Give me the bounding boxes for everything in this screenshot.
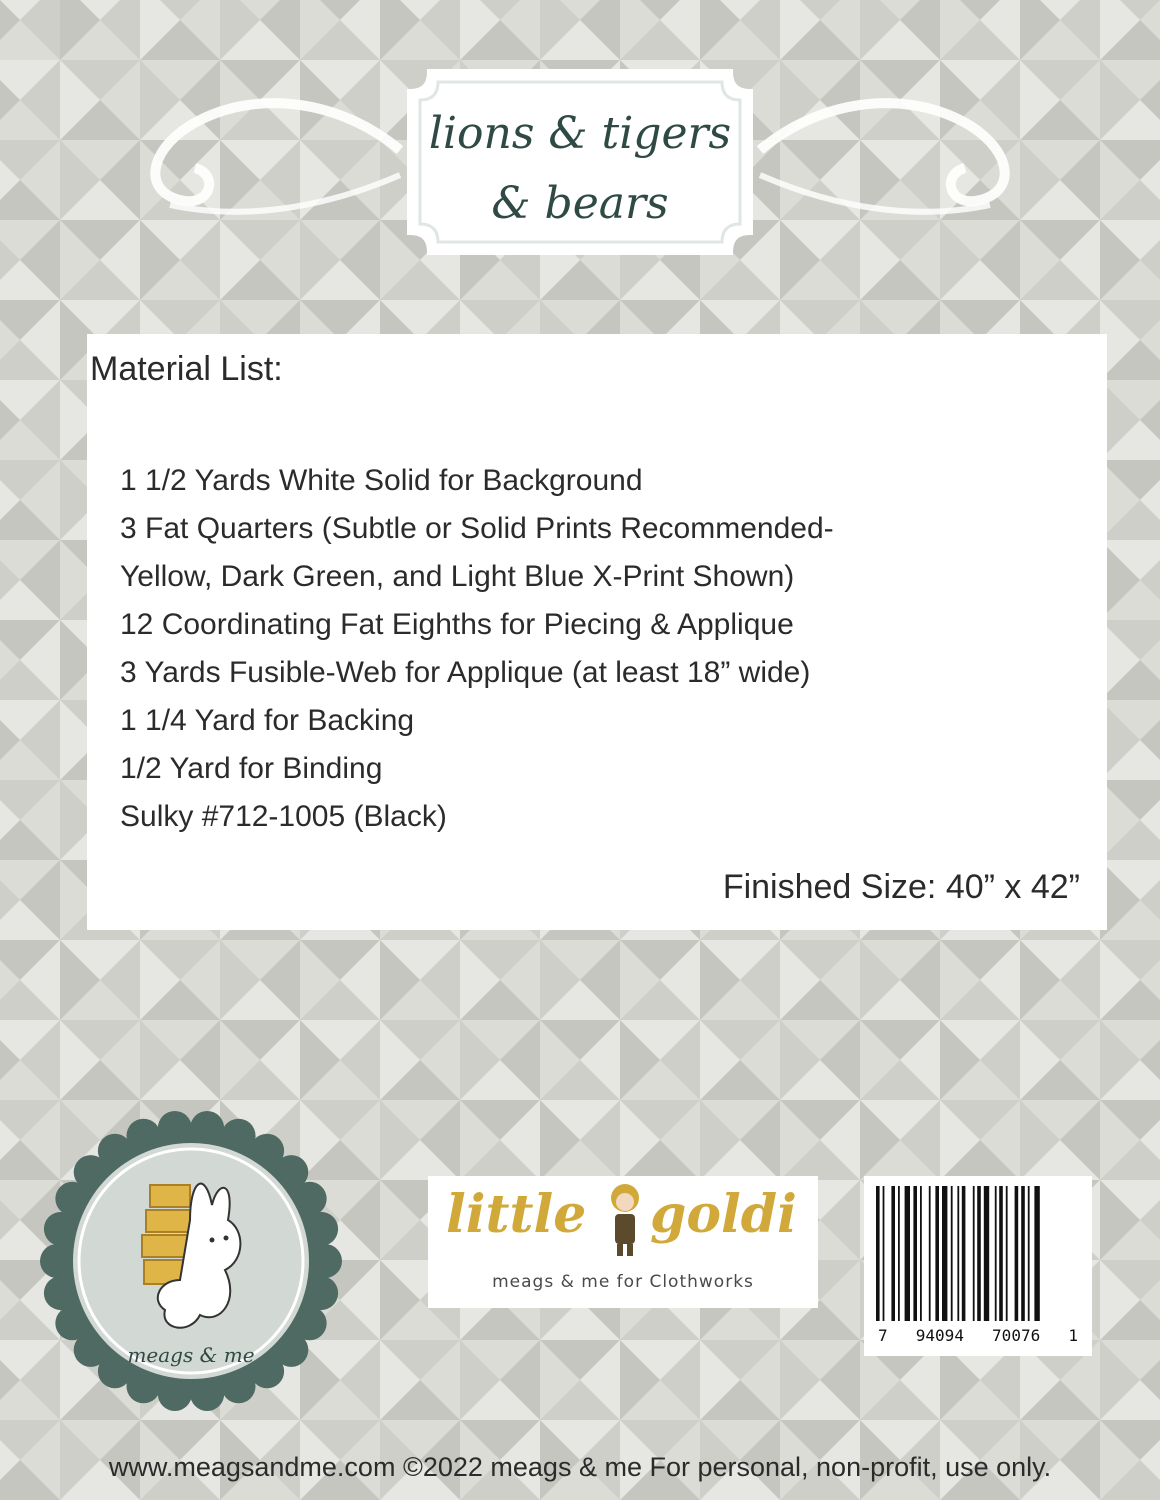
material-item: 1 1/2 Yards White Solid for Background <box>120 464 643 497</box>
finished-size: Finished Size: 40” x 42” <box>722 868 1080 906</box>
barcode-digit-group: 70076 <box>992 1326 1041 1345</box>
barcode <box>864 1176 1092 1356</box>
material-item: 1 1/4 Yard for Backing <box>120 704 415 737</box>
barcode-digit-group: 7 <box>878 1326 888 1345</box>
barcode-digit-group: 1 <box>1068 1326 1078 1345</box>
material-list <box>120 457 834 841</box>
badge-text: meags & me <box>127 1343 255 1367</box>
material-item: 3 Fat Quarters (Subtle or Solid Prints Recommended- <box>120 512 834 545</box>
pattern-title-line1: lions & tigers <box>428 108 732 159</box>
material-item: Sulky #712-1005 (Black) <box>120 800 447 833</box>
girl-illustration-icon <box>600 1180 650 1260</box>
material-list-heading: Material List: <box>90 350 283 388</box>
right-swirl-ornament <box>740 80 1100 240</box>
barcode-digits <box>864 1326 1092 1345</box>
material-item: 3 Yards Fusible-Web for Applique (at least 18” wide) <box>120 656 811 689</box>
material-item: Yellow, Dark Green, and Light Blue X-Print Shown) <box>120 560 795 593</box>
little-goldi-logo <box>428 1176 818 1308</box>
meags-and-me-logo-badge <box>40 1110 342 1412</box>
pattern-title-line2: & bears <box>491 178 669 229</box>
logo-word-goldi: goldi <box>650 1184 797 1245</box>
title-plaque <box>400 62 760 262</box>
barcode-digit-group: 94094 <box>915 1326 964 1345</box>
left-swirl-ornament <box>60 80 420 240</box>
barcode-bars <box>864 1176 1092 1326</box>
logo-subtitle: meags & me for Clothworks <box>492 1272 754 1292</box>
logo-word-little: little <box>446 1184 587 1245</box>
footer-copyright: www.meagsandme.com ©2022 meags & me For personal, non-profit, use only. <box>108 1452 1052 1482</box>
material-item: 1/2 Yard for Binding <box>120 752 383 785</box>
material-item: 12 Coordinating Fat Eighths for Piecing & Applique <box>120 608 794 641</box>
